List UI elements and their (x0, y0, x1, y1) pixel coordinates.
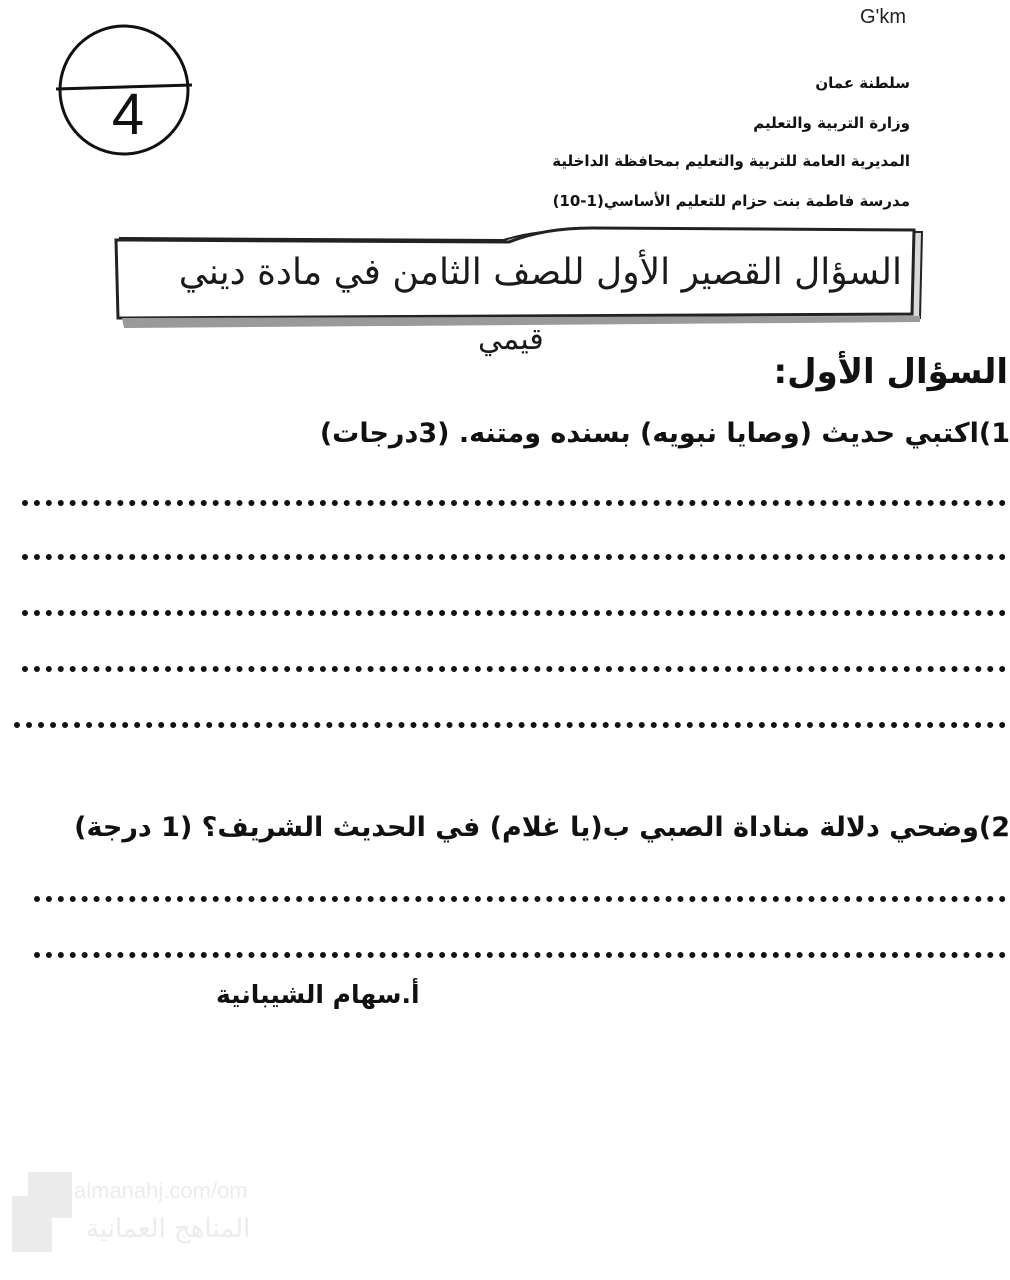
question-1-text: 1)اكتبي حديث (وصايا نبويه) بسنده ومتنه. (3درجات) (319, 418, 1010, 449)
answer-line (14, 722, 1006, 728)
answer-line (34, 896, 1006, 902)
answer-line (34, 952, 1006, 958)
watermark-name: المناهج العمانية (86, 1214, 251, 1244)
header-ministry: وزارة التربية والتعليم (753, 114, 910, 132)
header-directorate: المديرية العامة للتربية والتعليم بمحافظة الداخلية (552, 152, 910, 170)
question-2-text: 2)وضحي دلالة مناداة الصبي ب(يا غلام) في الحديث الشريف؟ (1 درجة) (74, 812, 1010, 843)
answer-line (22, 610, 1006, 616)
question-heading: السؤال الأول: (773, 352, 1008, 392)
score-circle (56, 22, 192, 158)
teacher-name: أ.سهام الشيبانية (216, 980, 420, 1009)
answer-line (22, 666, 1006, 672)
watermark-url: almanahj.com/om (74, 1178, 248, 1203)
quiz-title: السؤال القصير الأول للصف الثامن في مادة ديني (178, 252, 902, 293)
corner-code: G'km (859, 6, 906, 28)
quiz-title-overflow: قيمي (478, 322, 544, 357)
header-school: مدرسة فاطمة بنت حزام للتعليم الأساسي(1-10) (552, 192, 910, 210)
header-country: سلطنة عمان (815, 74, 910, 92)
watermark-logo (12, 1196, 52, 1252)
answer-line (22, 500, 1006, 506)
score-value: 4 (111, 82, 145, 147)
answer-line (22, 554, 1006, 560)
